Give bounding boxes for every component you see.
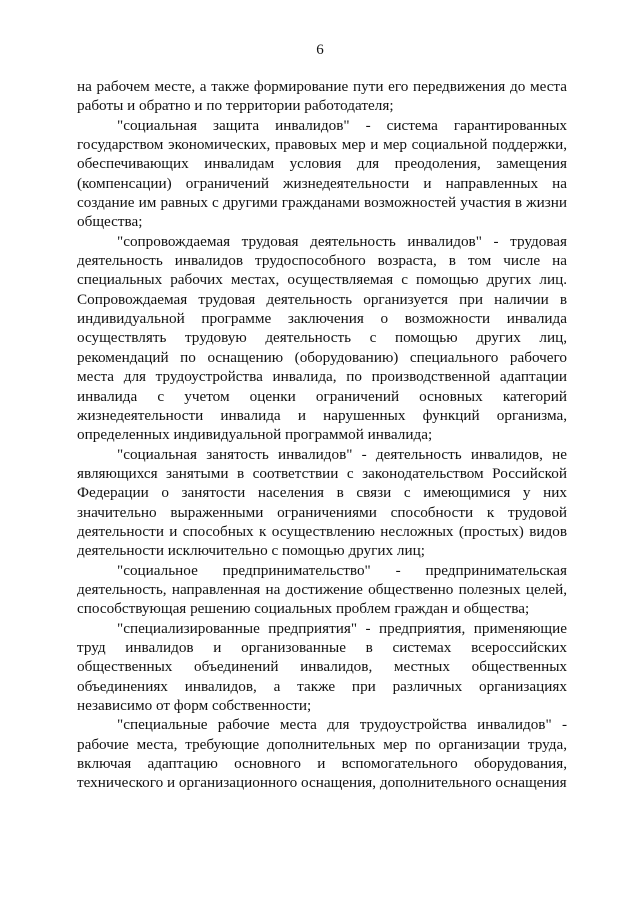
paragraph-social-employment: "социальная занятость инвалидов" - деятельность инвалидов, не являющихся занятыми в соответствии с законодательством Российской Федерации о занятости населения в связи с имеющимися у них значительно выраженными ограничениями способности к трудовой деятельности и способных к осуществлению несложных (простых) видов деятельности исключительно с помощью других лиц; <box>77 445 567 560</box>
paragraph-special-workplaces: "специальные рабочие места для трудоустройства инвалидов" - рабочие места, требующие дополнительных мер по организации труда, включая адаптацию основного и вспомогательного оборудования, технического и организационного оснащения, дополнительного оснащения <box>77 716 567 792</box>
document-body <box>77 77 567 793</box>
page-number: 6 <box>316 42 324 58</box>
paragraph-social-entrepreneurship: "социальное предпринимательство" - предпринимательская деятельность, направленная на достижение общественно полезных целей, способствующая решению социальных проблем граждан и общества; <box>77 561 567 618</box>
paragraph-supported-employment: "сопровождаемая трудовая деятельность инвалидов" - трудовая деятельность инвалидов трудоспособного возраста, в том числе на специальных рабочих местах, осуществляемая с помощью других лиц. Сопровождаемая трудовая деятельность организуется при наличии в индивидуальной программе заключения о возможности инвалида осуществлять трудовую деятельность с помощью других лиц, рекомендаций по оснащению (оборудованию) специального рабочего места для трудоустройства инвалида, по производственной адаптации инвалида с учетом оценки ограничений основных категорий жизнедеятельности инвалида и нарушенных функций организма, определенных индивидуальной программой инвалида; <box>77 232 567 444</box>
paragraph-specialized-enterprises: "специализированные предприятия" - предприятия, применяющие труд инвалидов и организованные в системах всероссийских общественных объединений инвалидов, местных общественных объединениях инвалидов, а также при различных организациях независимо от форм собственности; <box>77 619 567 714</box>
paragraph-continuation: на рабочем месте, а также формирование пути его передвижения до места работы и обратно и по территории работодателя; <box>77 78 567 115</box>
paragraph-social-protection: "социальная защита инвалидов" - система гарантированных государством экономических, правовых мер и мер социальной поддержки, обеспечивающих инвалидам условия для преодоления, замещения (компенсации) ограничений жизнедеятельности и направленных на создание им равных с другими гражданами возможностей участия в жизни общества; <box>77 116 567 231</box>
